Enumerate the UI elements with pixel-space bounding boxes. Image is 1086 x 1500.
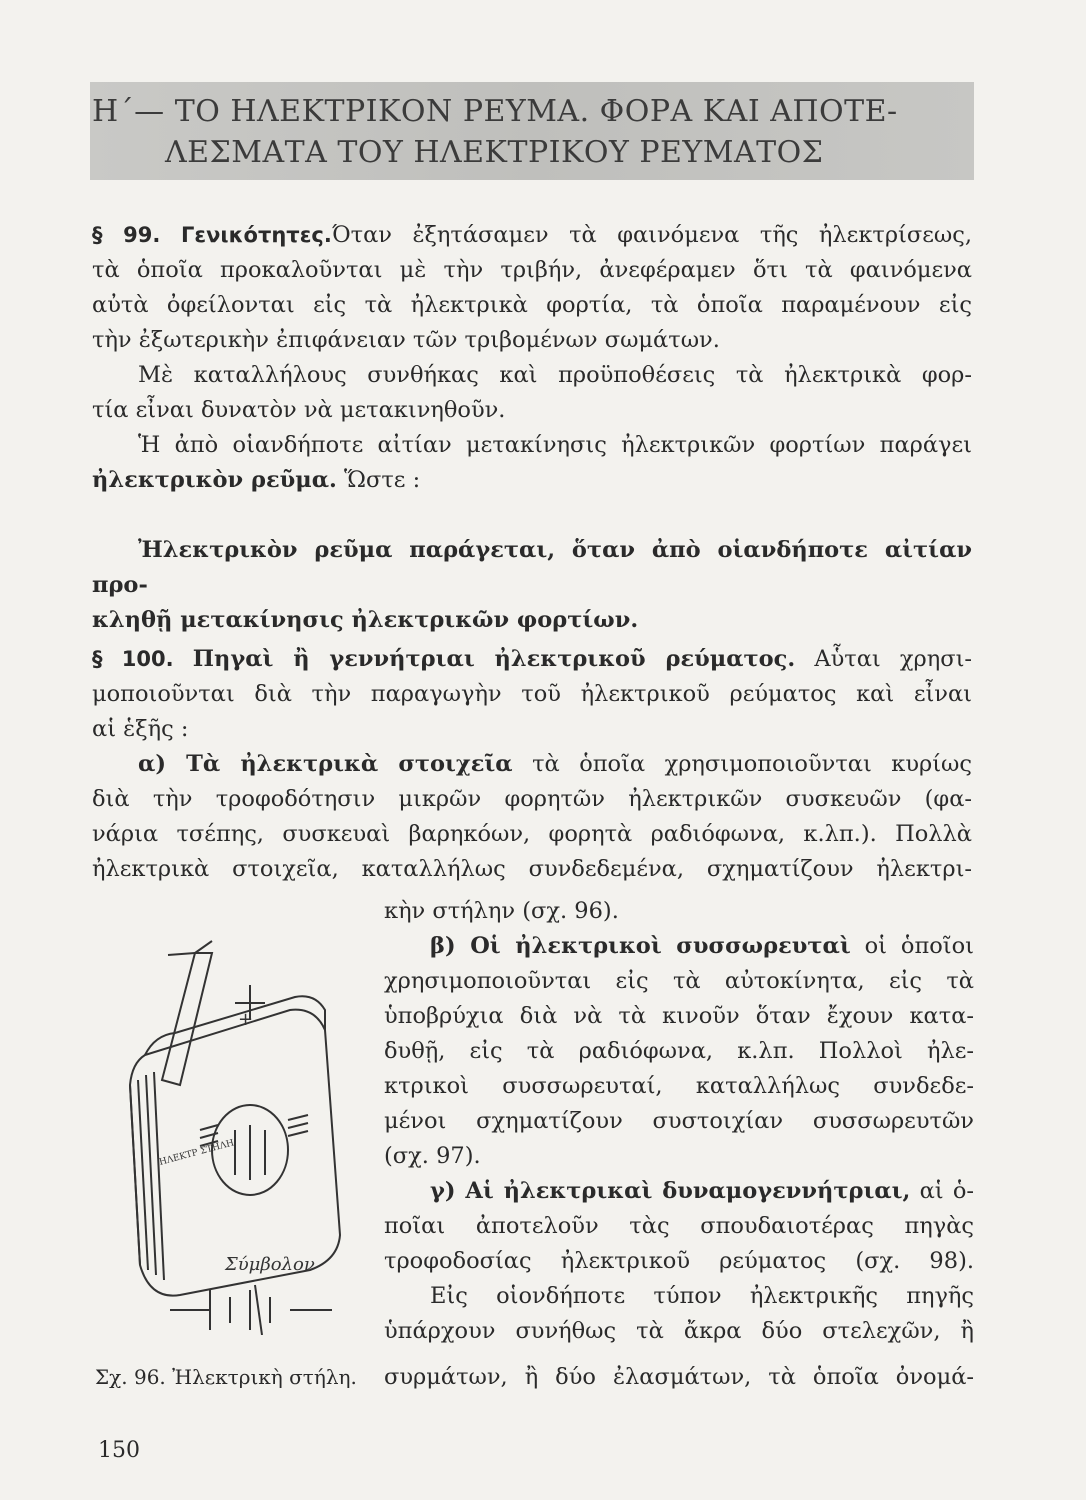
rule-line-1: Ἠλεκτρικὸν ρεῦμα παράγεται, ὅταν ἀπὸ οἱανδήποτε αἰτίαν προ- bbox=[92, 537, 972, 598]
battery-figure bbox=[100, 935, 360, 1335]
s99-line-2: αὐτὰ ὀφείλονται εἰς τὰ ἠλεκτρικὰ φορτία, τὰ ὁποῖα παραμένουν εἰς bbox=[92, 292, 972, 318]
item-c-line-0: ποῖαι ἀποτελοῦν τὰς σπουδαιοτέρας πηγὰς bbox=[384, 1213, 974, 1239]
section-100-heading: Πηγαὶ ἢ γεννήτριαι ἠλεκτρικοῦ ρεύματος. bbox=[192, 646, 796, 672]
s100-intro-line-0: μοποιοῦνται διὰ τὴν παραγωγὴν τοῦ ἠλεκτρικοῦ ρεύματος καὶ εἶναι bbox=[92, 681, 972, 707]
page-number: 150 bbox=[98, 1438, 140, 1463]
section-99-heading: § 99. Γενικότητες. bbox=[92, 223, 332, 247]
item-b-line-0: χρησιμοποιοῦνται εἰς τὰ αὐτοκίνητα, εἰς τὰ bbox=[384, 968, 974, 994]
item-a-last: κὴν στήλην (σχ. 96). bbox=[384, 898, 619, 924]
item-a-line-0: διὰ τὴν τροφοδότησιν μικρῶν φορητῶν ἠλεκτρικῶν συσκευῶν (φα- bbox=[92, 786, 972, 812]
item-d-last: συρμάτων, ἢ δύο ἐλασμάτων, τὰ ὁποῖα ὀνομά- bbox=[384, 1364, 974, 1390]
definition-rule bbox=[92, 533, 972, 638]
item-c-tail: αἱ ὁ- bbox=[910, 1178, 974, 1204]
svg-text:ΗΛΕΚΤΡ ΣΤΗΛΗ: ΗΛΕΚΤΡ ΣΤΗΛΗ bbox=[158, 1138, 236, 1168]
section-100 bbox=[92, 642, 972, 887]
s100-intro-line-1: αἱ ἑξῆς : bbox=[92, 716, 189, 742]
item-a-tail: τὰ ὁποῖα χρησιμοποιοῦνται κυρίως bbox=[512, 751, 972, 777]
s99-line-1: τὰ ὁποῖα προκαλοῦνται μὲ τὴν τριβήν, ἀνεφέραμεν ὅτι τὰ φαινόμενα bbox=[92, 257, 972, 283]
battery-symbol bbox=[170, 1290, 332, 1330]
right-column bbox=[384, 894, 974, 1349]
figure-caption: Σχ. 96. Ἠλεκτρικὴ στήλη. bbox=[95, 1365, 357, 1389]
item-c-label: γ) Αἱ ἠλεκτρικαὶ δυναμογεννήτριαι, bbox=[430, 1178, 911, 1204]
item-b-line-3: κτρικοὶ συσσωρευταί, καταλλήλως συνδεδε- bbox=[384, 1073, 974, 1099]
symbol-label: Σύμβολον bbox=[225, 1254, 315, 1275]
s99-line-5: τία εἶναι δυνατὸν νὰ μετακινηθοῦν. bbox=[92, 397, 506, 423]
item-a-label: α) Τὰ ἠλεκτρικὰ στοιχεῖα bbox=[138, 751, 513, 777]
after-term: Ὥστε : bbox=[336, 467, 421, 493]
s99-line-4: Μὲ καταλλήλους συνθήκας καὶ προϋποθέσεις τὰ ἠλεκτρικὰ φορ- bbox=[138, 362, 972, 388]
item-d-line-1: ὑπάρχουν συνήθως τὰ ἄκρα δύο στελεχῶν, ἢ bbox=[384, 1318, 974, 1344]
section-99 bbox=[92, 218, 972, 498]
s99-line-0: Όταν ἐξητάσαμεν τὰ φαινόμενα τῆς ἠλεκτρίσεως, bbox=[331, 222, 972, 248]
s100-intro-tail: Αὗται χρησι- bbox=[795, 646, 973, 672]
item-a-line-2: ἠλεκτρικὰ στοιχεῖα, καταλλήλως συνδεδεμένα, σχηματίζουν ἠλεκτρι- bbox=[92, 856, 972, 882]
item-a-line-1: νάρια τσέπης, συσκευαὶ βαρηκόων, φορητὰ ραδιόφωνα, κ.λπ.). Πολλὰ bbox=[92, 821, 972, 847]
item-b-line-1: ὑποβρύχια διὰ νὰ τὰ κινοῦν ὅταν ἔχουν κατα- bbox=[384, 1003, 974, 1029]
s99-line-6: Ἡ ἀπὸ οἱανδήποτε αἰτίαν μετακίνησις ἠλεκτρικῶν φορτίων παράγει bbox=[138, 432, 972, 458]
plus-sign: + bbox=[238, 1009, 254, 1030]
terminal-strip bbox=[162, 953, 212, 1085]
section-100-number: § 100. bbox=[92, 647, 174, 671]
bold-term: ἠλεκτρικὸν ρεῦμα. bbox=[92, 467, 337, 493]
s99-line-3: τὴν ἐξωτερικὴν ἐπιφάνειαν τῶν τριβομένων σωμάτων. bbox=[92, 327, 720, 353]
item-b-line-2: δυθῇ, εἰς τὰ ραδιόφωνα, κ.λπ. Πολλοὶ ἠλε- bbox=[384, 1038, 974, 1064]
rule-line-2: κληθῇ μετακίνησις ἠλεκτρικῶν φορτίων. bbox=[92, 607, 639, 633]
item-b-tail: οἱ ὁποῖοι bbox=[850, 933, 974, 959]
item-c-last: τροφοδοσίας ἠλεκτρικοῦ ρεύματος (σχ. 98). bbox=[384, 1248, 974, 1274]
item-d-line-0: Εἰς οἱονδήποτε τύπον ἠλεκτρικῆς πηγῆς bbox=[430, 1283, 974, 1309]
chapter-title-line-2: ΛΕΣΜΑΤΑ ΤΟΥ ΗΛΕΚΤΡΙΚΟΥ ΡΕΥΜΑΤΟΣ bbox=[165, 135, 824, 170]
item-b-label: β) Οἱ ἠλεκτρικοὶ συσσωρευταὶ bbox=[430, 933, 851, 959]
item-b-line-4: μένοι σχηματίζουν συστοιχίαν συσσωρευτῶν bbox=[384, 1108, 974, 1134]
chapter-title-line-1: Η΄— ΤΟ ΗΛΕΚΤΡΙΚΟΝ ΡΕΥΜΑ. ΦΟΡΑ ΚΑΙ ΑΠΟΤΕ- bbox=[92, 94, 898, 129]
item-b-last: (σχ. 97). bbox=[384, 1143, 481, 1169]
